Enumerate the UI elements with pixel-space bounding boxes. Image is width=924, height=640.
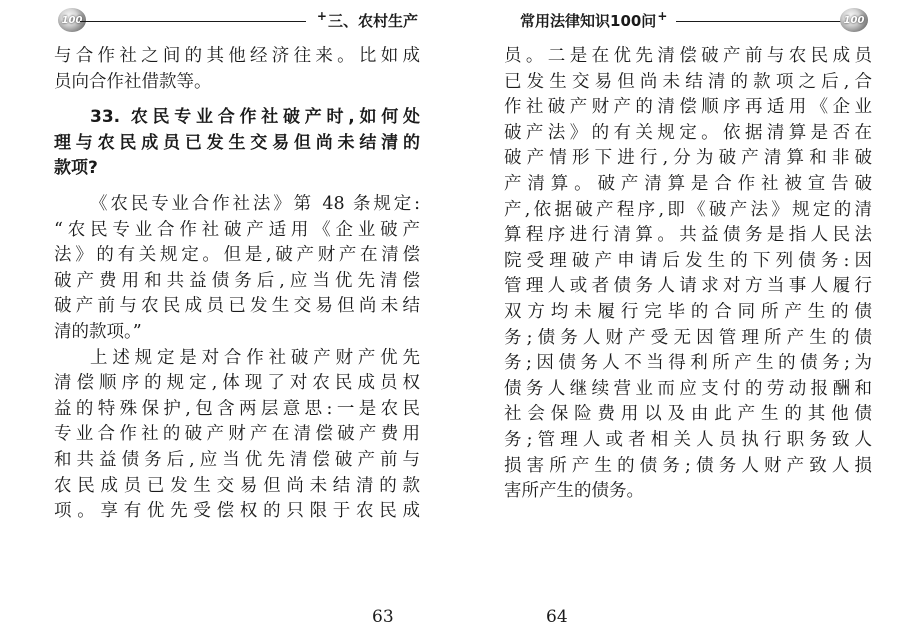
text-line: 专业合作社的破产财产在清偿破产费用: [54, 424, 420, 445]
text-line: 破产前与农民成员已发生交易但尚未结: [54, 296, 420, 317]
text-line: 算程序进行清算。共益债务是指人民法: [504, 225, 872, 246]
page-body-right: [504, 44, 872, 505]
header-cross-mark: +: [657, 9, 668, 23]
text-line: 与合作社之间的其他经济往来。比如成: [54, 46, 420, 66]
running-header-left: [58, 6, 418, 34]
text-line: 清的款项。”: [54, 321, 142, 342]
text-line: “农民专业合作社破产适用《企业破产: [54, 219, 420, 240]
question-heading: [54, 105, 420, 182]
page-number-right: 64: [546, 607, 568, 627]
text-line: 和共益债务后,应当优先清偿破产前与: [54, 449, 420, 470]
book-title: [520, 9, 668, 31]
text-line: 双方均未履行完毕的合同所产生的债: [504, 301, 872, 322]
text-line: 《农民专业合作社法》第 48 条规定:: [90, 193, 420, 214]
text-line: 已发生交易但尚未结清的款项之后,合: [504, 71, 872, 92]
text-line: 产清算。破产清算是合作社被宣告破: [504, 173, 872, 194]
text-line: 益的特殊保护,包含两层意思:一是农民: [54, 398, 420, 419]
text-line: 债务人继续营业而应支付的劳动报酬和: [504, 378, 872, 399]
explanation-paragraph: [54, 346, 420, 525]
page-number-left: 63: [372, 607, 394, 627]
text-line: 损害所产生的债务;债务人财产致人损: [504, 455, 872, 476]
text-line: 法》的有关规定。但是,破产财产在清偿: [54, 245, 420, 266]
header-rule: [80, 21, 306, 22]
text-line: 农民成员已发生交易但尚未结清的款: [54, 475, 420, 496]
text-line: 务;债务人财产受无因管理所产生的债: [504, 327, 872, 348]
text-line: 务;管理人或者相关人员执行职务致人: [504, 429, 872, 450]
text-line: 管理人或者债务人请求对方当事人履行: [504, 276, 872, 297]
badge-100-icon: 100: [840, 8, 868, 32]
header-rule: [676, 21, 848, 22]
page-body-left: [54, 44, 420, 525]
heading-line: 理与农民成员已发生交易但尚未结清的: [54, 132, 420, 153]
text-line: 上述规定是对合作社破产财产优先: [90, 347, 420, 368]
text-line: 作社破产财产的清偿顺序再适用《企业: [504, 97, 872, 118]
text-line: 害所产生的债务。: [504, 481, 644, 502]
text-line: 产,依据破产程序,即《破产法》规定的清: [504, 199, 872, 220]
right-page: [462, 0, 924, 640]
text-line: 破产法》的有关规定。依据清算是否在: [504, 122, 872, 143]
text-line: 员向合作社借款等。: [54, 71, 212, 92]
running-header-right: [520, 6, 868, 34]
heading-line: 款项?: [54, 158, 98, 179]
text-line: 清偿顺序的规定,体现了对农民成员权: [54, 373, 420, 394]
text-line: 项。享有优先受偿权的只限于农民成: [54, 501, 420, 522]
header-cross-mark: +: [316, 9, 327, 23]
chapter-title: [316, 9, 418, 31]
text-line: 务;因债务人不当得利所产生的债务;为: [504, 353, 872, 374]
heading-line: 33. 农民专业合作社破产时,如何处: [90, 107, 420, 128]
text-line: 破产费用和共益债务后,应当优先清偿: [54, 270, 420, 291]
text-line: 院受理破产申请后发生的下列债务:因: [504, 250, 872, 271]
intro-paragraph: [54, 44, 420, 95]
text-line: 员。二是在优先清偿破产前与农民成员: [504, 46, 872, 66]
text-line: 社会保险费用以及由此产生的其他债: [504, 404, 872, 425]
book-title-text: 常用法律知识100问: [520, 12, 657, 30]
quote-paragraph: [54, 192, 420, 346]
badge-100-icon: 100: [58, 8, 86, 32]
chapter-title-text: 三、农村生产: [327, 12, 418, 30]
text-line: 破产情形下进行,分为破产清算和非破: [504, 148, 872, 169]
